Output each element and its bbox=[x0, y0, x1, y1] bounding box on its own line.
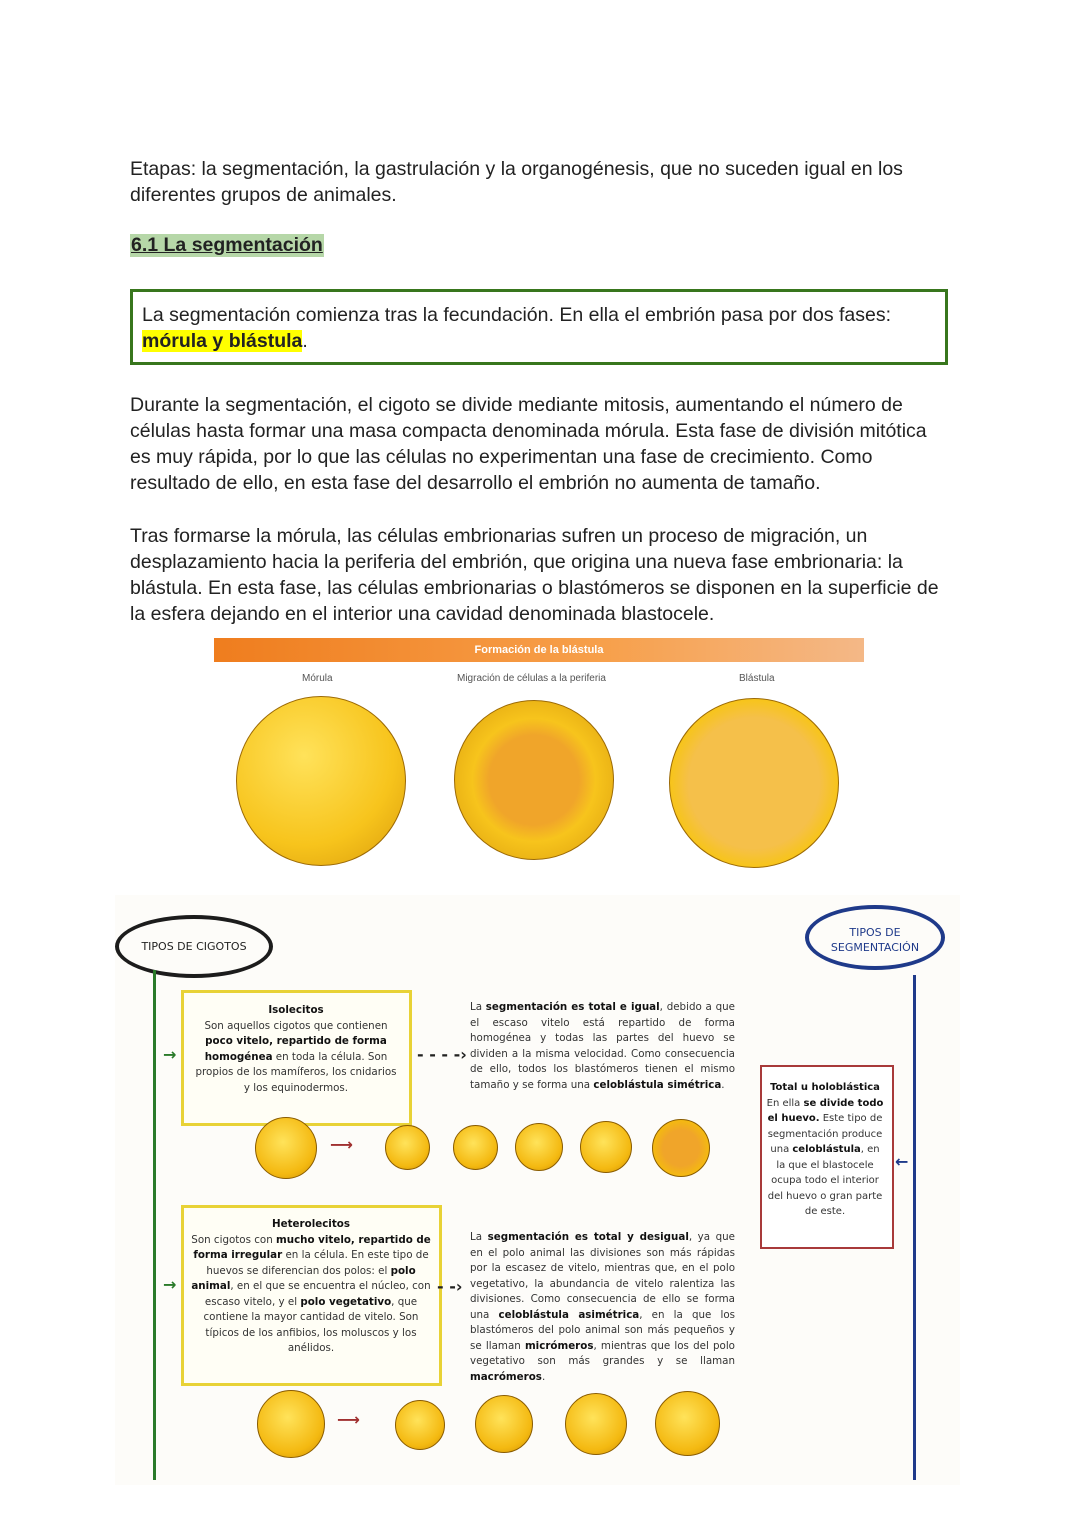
key-concept-box bbox=[130, 289, 948, 365]
text-segment: celoblástula asimétrica bbox=[498, 1308, 640, 1321]
text-heterolecitos bbox=[191, 1217, 431, 1357]
green-connector bbox=[153, 970, 156, 1480]
dashed-arrow-icon: - -› bbox=[437, 1277, 463, 1296]
text-segment: mucho vitelo, repartido de forma irregular bbox=[193, 1233, 431, 1261]
stage-blastula-unequal bbox=[655, 1391, 720, 1456]
text-segment: , en la que el blastocele ocupa todo el interior del huevo o gran parte de este. bbox=[767, 1144, 883, 1217]
heterolecito-egg bbox=[257, 1390, 325, 1458]
label-morula: Mórula bbox=[302, 673, 333, 684]
text-segment: , en la que los blastómeros del polo animal son más pequeños y se llaman bbox=[470, 1308, 735, 1352]
text-segment: La bbox=[470, 1231, 488, 1243]
label-blastula: Blástula bbox=[739, 673, 775, 684]
intro-paragraph: Etapas: la segmentación, la gastrulación y la organogénesis, que no suceden igual en los diferentes grupos de animales. bbox=[130, 158, 903, 206]
arrow-right-icon: ⟶ bbox=[337, 1410, 360, 1429]
stage-4cell bbox=[453, 1125, 498, 1170]
diagram-zygote-types bbox=[115, 895, 960, 1485]
text-segment: . bbox=[721, 1078, 725, 1091]
text-segment: , debido a que el escaso vitelo está repartido de forma homogénea y todas las partes del huevo se dividen a la misma velocidad. Como consecuencia de ello, todos los blastómeros tienen el mismo tamaño y se forma una bbox=[470, 1001, 735, 1091]
text-segmentacion-igual bbox=[470, 1000, 735, 1093]
text-segment: , que contiene la mayor cantidad de vitelo. Son típicos de los anfibios, los moluscos y los anélidos. bbox=[203, 1295, 419, 1354]
text-segment: La bbox=[470, 1001, 486, 1013]
text-segmentacion-desigual bbox=[470, 1230, 735, 1385]
stage-morula-unequal bbox=[565, 1393, 627, 1455]
arrow-right-icon: ⟶ bbox=[330, 1135, 353, 1154]
text-segment: Son aquellos cigotos que contienen bbox=[204, 1019, 388, 1032]
box-end: . bbox=[302, 330, 308, 352]
text-segment: En ella bbox=[766, 1097, 804, 1109]
text-segment: poco vitelo, repartido de forma homogénea bbox=[204, 1035, 387, 1063]
stage-2cell-unequal bbox=[395, 1400, 445, 1450]
arrow-right-icon: → bbox=[163, 1275, 177, 1294]
blue-connector bbox=[913, 975, 916, 1480]
text-segment: segmentación es total y desigual bbox=[487, 1231, 689, 1243]
box-text: La segmentación comienza tras la fecundación. En ella el embrión pasa por dos fases: bbox=[142, 304, 892, 326]
text-segment: , en el que se encuentra el núcleo, con escaso vitelo, y el bbox=[204, 1280, 431, 1308]
arrow-right-icon: → bbox=[163, 1045, 177, 1064]
text-isolecitos bbox=[191, 1003, 401, 1096]
text-segment: polo vegetativo bbox=[300, 1295, 392, 1308]
text-segment: segmentación es total e igual bbox=[485, 1001, 660, 1013]
text-segment: en toda la célula. Son propios de los mamíferos, los cnidarios y los equinodermos. bbox=[195, 1050, 397, 1094]
oval-tipos-segmentacion: TIPOS DE SEGMENTACIÓN bbox=[805, 905, 945, 970]
paragraph-morula: Durante la segmentación, el cigoto se divide mediante mitosis, aumentando el número de células hasta formar una masa compacta denominada mórula. Esta fase de división mitótica es muy rápida, por lo que las células no experimentan una fase de crecimiento. Como resultado de ello, en esta fase del desarrollo el embrión no aumenta de tamaño. bbox=[130, 394, 927, 494]
stage-8cell bbox=[515, 1123, 563, 1171]
text-segment: Este tipo de segmentación produce una bbox=[767, 1113, 883, 1155]
figure-blastula-formation bbox=[214, 636, 864, 886]
paragraph-blastula: Tras formarse la mórula, las células embrionarias sufren un proceso de migración, un desplazamiento hacia la periferia del embrión, que origina una nueva fase embrionaria: la blástula. En esta fase, las células embrionarias o blastómeros se disponen en la superficie de la esfera dejando en el interior una cavidad denominada blastocele. bbox=[130, 525, 939, 625]
text-segment: Total u holoblástica bbox=[770, 1082, 880, 1093]
text-segment: polo animal bbox=[191, 1264, 416, 1292]
text-segment: . bbox=[541, 1370, 546, 1383]
oval-tipos-cigotos: TIPOS DE CIGOTOS bbox=[115, 915, 273, 978]
figure-title: Formación de la blástula bbox=[214, 638, 864, 662]
text-segment: macrómeros bbox=[470, 1370, 542, 1383]
migration-image bbox=[454, 700, 614, 860]
text-segment: , mientras que los del polo vegetativo son más grandes y se llaman bbox=[470, 1339, 735, 1367]
blastula-image bbox=[669, 698, 839, 868]
section-heading: 6.1 La segmentación bbox=[131, 234, 323, 256]
text-segment: , ya que en el polo animal las divisiones son más rápidas por la escasez de vitelo, mientras que, en el polo vegetativo, la abundancia de vitelo ralentiza las divisiones. Como consecuencia de ello se forma una bbox=[470, 1231, 735, 1321]
box-highlight: mórula y blástula bbox=[142, 330, 303, 352]
morula-image bbox=[236, 696, 406, 866]
arrow-left-icon: ← bbox=[895, 1152, 909, 1171]
isolecito-egg bbox=[255, 1117, 317, 1179]
text-segment: Heterolecitos bbox=[272, 1218, 350, 1230]
text-segment: Isolecitos bbox=[268, 1004, 324, 1016]
dashed-arrow-icon: - - - -› bbox=[417, 1045, 467, 1064]
stage-2cell bbox=[385, 1125, 430, 1170]
text-segment: celoblástula bbox=[792, 1144, 861, 1155]
text-segment: celoblástula simétrica bbox=[593, 1078, 722, 1091]
stage-morula bbox=[580, 1121, 632, 1173]
stage-blastula bbox=[652, 1119, 710, 1177]
text-segment: micrómeros bbox=[524, 1339, 594, 1352]
text-holoblastica bbox=[765, 1080, 885, 1220]
text-segment: Son cigotos con bbox=[191, 1233, 277, 1246]
text-segment: se divide todo el huevo. bbox=[767, 1097, 884, 1124]
stage-8cell-unequal bbox=[475, 1395, 533, 1453]
text-segment: en la célula. En este tipo de huevos se diferencian dos polos: el bbox=[206, 1249, 429, 1277]
label-migracion: Migración de células a la periferia bbox=[457, 673, 606, 684]
